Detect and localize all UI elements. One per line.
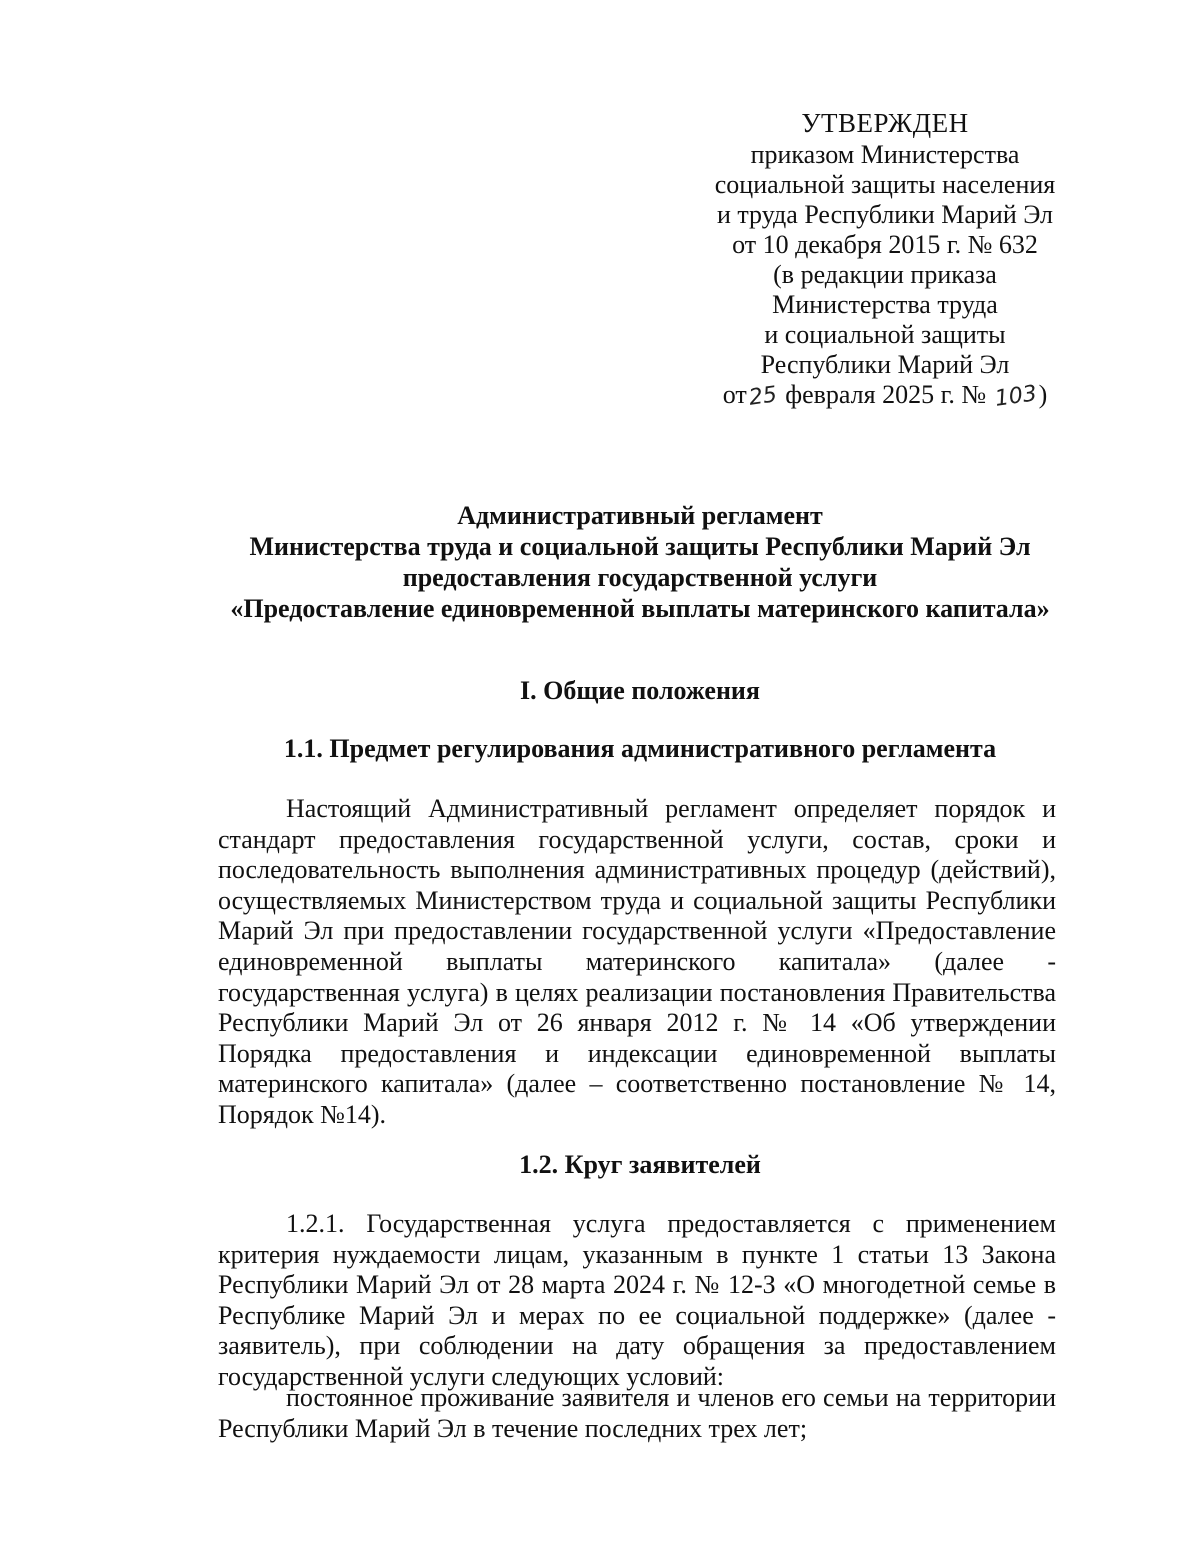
subsection-heading: 1.2. Круг заявителей bbox=[519, 1150, 761, 1179]
subsection-heading: 1.1. Предмет регулирования административного регламента bbox=[283, 734, 997, 763]
approval-stamp bbox=[690, 108, 1080, 412]
approval-date-line bbox=[690, 380, 1080, 412]
title-line: «Предоставление единовременной выплаты материнского капитала» bbox=[230, 594, 1050, 623]
handwritten-day: 25 bbox=[747, 382, 779, 411]
approval-line: (в редакции приказа bbox=[773, 260, 997, 289]
handwritten-number: 103 bbox=[993, 381, 1039, 412]
title-line: Административный регламент bbox=[457, 501, 823, 530]
document-title bbox=[180, 500, 1100, 624]
paragraph: 1.2.1. Государственная услуга предоставляется с применением критерия нуждаемости лицам, указанным в пункте 1 статьи 13 Закона Республики Марий Эл от 28 марта 2024 г. № 12-З «О многодетной семье в Республике Марий Эл и мерах по ее социальной поддержке» (далее - заявитель), при соблюдении на дату обращения за предоставлением государственной услуги следующих условий: bbox=[218, 1209, 1056, 1391]
title-line: предоставления государственной услуги bbox=[402, 563, 878, 592]
approval-date-middle: февраля 2025 г. № bbox=[785, 380, 987, 409]
paragraph: постоянное проживание заявителя и членов его семьи на территории Республики Марий Эл в течение последних трех лет; bbox=[218, 1383, 1056, 1443]
title-line: Министерства труда и социальной защиты Республики Марий Эл bbox=[249, 532, 1031, 561]
approval-line: приказом Министерства bbox=[750, 140, 1020, 169]
approval-line: от 10 декабря 2015 г. № 632 bbox=[732, 230, 1038, 259]
approval-line: и труда Республики Марий Эл bbox=[716, 200, 1054, 229]
approval-line: и социальной защиты bbox=[764, 320, 1006, 349]
paragraph: Настоящий Административный регламент определяет порядок и стандарт предоставления государственной услуги, состав, сроки и последовательность выполнения административных процедур (действий), осуществляемых Министерством труда и социальной защиты Республики Марий Эл при предоставлении государственной услуги «Предоставление единовременной выплаты материнского капитала» (далее - государственная услуга) в целях реализации постановления Правительства Республики Марий Эл от 26 января 2012 г. № 14 «Об утверждении Порядка предоставления и индексации единовременной выплаты материнского капитала» (далее – соответственно постановление № 14, Порядок №14). bbox=[218, 794, 1056, 1129]
section-heading: I. Общие положения bbox=[520, 676, 760, 705]
approval-line: Министерства труда bbox=[772, 290, 998, 319]
approval-line: Республики Марий Эл bbox=[760, 350, 1010, 379]
approval-title: УТВЕРЖДЕН bbox=[801, 108, 969, 138]
approval-date-prefix: от bbox=[722, 380, 747, 409]
approval-line: социальной защиты населения bbox=[714, 170, 1056, 199]
approval-date-suffix: ) bbox=[1038, 380, 1048, 409]
